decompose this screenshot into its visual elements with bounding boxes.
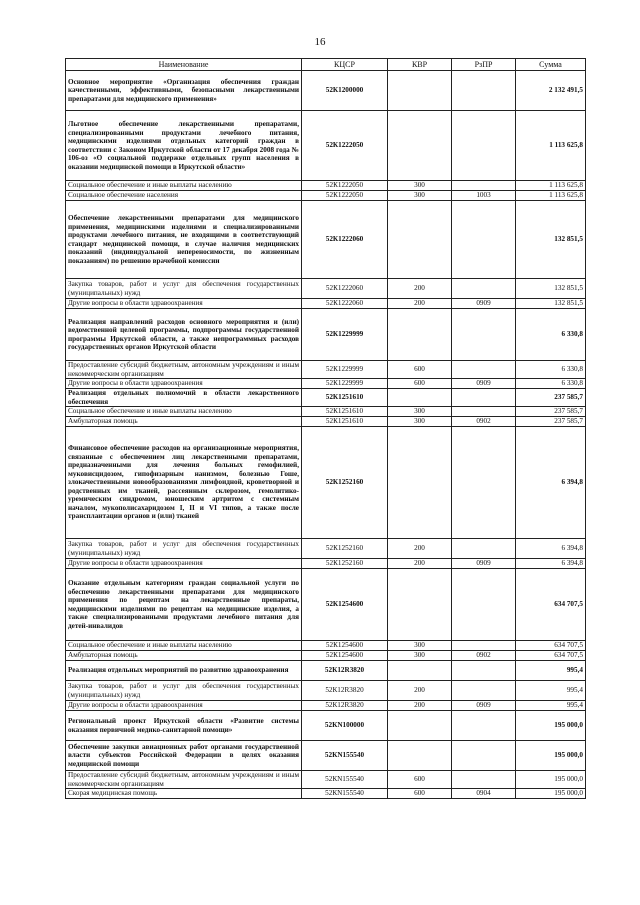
cell-kcsr: 52К1200000 <box>302 71 388 111</box>
cell-rzpr <box>452 279 516 299</box>
table-body <box>66 71 586 799</box>
cell-kvr: 200 <box>388 681 452 701</box>
cell-rzpr <box>452 361 516 379</box>
cell-kcsr: 52К1254600 <box>302 569 388 641</box>
cell-rzpr <box>452 539 516 559</box>
cell-kcsr: 52К1222050 <box>302 111 388 181</box>
cell-rzpr <box>452 681 516 701</box>
table-row <box>66 701 586 711</box>
cell-kvr: 300 <box>388 651 452 661</box>
cell-name: Закупка товаров, работ и услуг для обеспечения государственных (муниципальных) нужд <box>66 279 302 299</box>
cell-kvr <box>388 661 452 681</box>
cell-rzpr <box>452 711 516 741</box>
table-row <box>66 559 586 569</box>
cell-sum: 634 707,5 <box>516 651 586 661</box>
cell-kcsr: 52К1254600 <box>302 651 388 661</box>
cell-sum: 6 394,8 <box>516 539 586 559</box>
cell-sum: 995,4 <box>516 681 586 701</box>
cell-kvr: 300 <box>388 407 452 417</box>
cell-sum: 132 851,5 <box>516 201 586 279</box>
table-row <box>66 191 586 201</box>
cell-kcsr: 52К1251610 <box>302 389 388 407</box>
cell-name: Амбулаторная помощь <box>66 417 302 427</box>
table-header-row <box>66 59 586 71</box>
cell-kcsr: 52К1252160 <box>302 559 388 569</box>
table-row <box>66 771 586 789</box>
cell-kcsr: 52К1222060 <box>302 299 388 309</box>
cell-rzpr <box>452 201 516 279</box>
cell-kvr <box>388 389 452 407</box>
cell-rzpr: 0902 <box>452 651 516 661</box>
cell-sum: 2 132 491,5 <box>516 71 586 111</box>
cell-kvr <box>388 569 452 641</box>
cell-name: Реализация отдельных мероприятий по развитию здравоохранения <box>66 661 302 681</box>
cell-kcsr: 52К12R3820 <box>302 661 388 681</box>
table-row <box>66 361 586 379</box>
table-row <box>66 309 586 361</box>
cell-name: Другие вопросы в области здравоохранения <box>66 701 302 711</box>
cell-name: Региональный проект Иркутской области «Развитие системы оказания первичной медико-санитарной помощи» <box>66 711 302 741</box>
cell-name: Другие вопросы в области здравоохранения <box>66 559 302 569</box>
header-rzpr: РзПР <box>452 59 516 71</box>
cell-kvr: 300 <box>388 181 452 191</box>
cell-name: Льготное обеспечение лекарственными препаратами, специализированными продуктами лечебного питания, медицинскими изделиями отдельных категорий граждан в соответствии с Законом Иркутской области от 17 декабря 2008 года № 106-оз «О социальной поддержке отдельных групп населения в оказании медицинской помощи в Иркутской области» <box>66 111 302 181</box>
cell-kcsr: 52К12R3820 <box>302 681 388 701</box>
cell-kvr <box>388 71 452 111</box>
cell-rzpr: 0909 <box>452 701 516 711</box>
cell-sum: 195 000,0 <box>516 711 586 741</box>
cell-rzpr: 0909 <box>452 379 516 389</box>
cell-rzpr <box>452 111 516 181</box>
cell-name: Амбулаторная помощь <box>66 651 302 661</box>
cell-kcsr: 52К1222050 <box>302 181 388 191</box>
page-number: 16 <box>314 36 326 48</box>
table-row <box>66 651 586 661</box>
table-row <box>66 389 586 407</box>
table-row <box>66 417 586 427</box>
cell-name: Реализация направлений расходов основного мероприятия и (или) ведомственной целевой программы, подпрограммы государственной программы Иркутской области, а также непрограммных расходов государственных органов Иркутской области <box>66 309 302 361</box>
header-name: Наименование <box>66 59 302 71</box>
cell-rzpr <box>452 661 516 681</box>
cell-kcsr: 52К1254600 <box>302 641 388 651</box>
cell-name: Другие вопросы в области здравоохранения <box>66 379 302 389</box>
cell-name: Другие вопросы в области здравоохранения <box>66 299 302 309</box>
cell-kvr <box>388 711 452 741</box>
cell-name: Социальное обеспечение и иные выплаты населению <box>66 181 302 191</box>
cell-rzpr <box>452 181 516 191</box>
table-row <box>66 641 586 651</box>
cell-name: Скорая медицинская помощь <box>66 789 302 799</box>
table-row <box>66 661 586 681</box>
cell-rzpr <box>452 71 516 111</box>
cell-kcsr: 52К1229999 <box>302 361 388 379</box>
cell-sum: 1 113 625,8 <box>516 111 586 181</box>
cell-name: Социальное обеспечение населения <box>66 191 302 201</box>
cell-sum: 237 585,7 <box>516 389 586 407</box>
cell-name: Основное мероприятие «Организация обеспечения граждан качественными, эффективными, безопасными лекарственными препаратами для медицинского применения» <box>66 71 302 111</box>
cell-kvr <box>388 309 452 361</box>
cell-kvr <box>388 427 452 539</box>
cell-kcsr: 52К12R3820 <box>302 701 388 711</box>
table-row <box>66 681 586 701</box>
cell-rzpr: 0904 <box>452 789 516 799</box>
cell-name: Финансовое обеспечение расходов на организационные мероприятия, связанные с обеспечением лиц лекарственными препаратами, предназначенными для лечения больных гемофилией, муковисцидозом, гипофизарным нанизмом, болезнью Гоше, злокачественными новообразованиями лимфоидной, кроветворной и родственных им тканей, рассеянным склерозом, гемолитико-уремическим синдромом, юношеским артритом с системным началом, мукополисахаридозом I, II и VI типов, а также после трансплантации органов и (или) тканей <box>66 427 302 539</box>
table-row <box>66 427 586 539</box>
cell-kcsr: 52КN155540 <box>302 771 388 789</box>
table-row <box>66 407 586 417</box>
cell-sum: 132 851,5 <box>516 279 586 299</box>
cell-rzpr <box>452 427 516 539</box>
cell-sum: 1 113 625,8 <box>516 191 586 201</box>
cell-sum: 132 851,5 <box>516 299 586 309</box>
table-row <box>66 711 586 741</box>
table-row <box>66 201 586 279</box>
cell-kvr: 300 <box>388 641 452 651</box>
cell-kvr <box>388 201 452 279</box>
cell-kvr: 200 <box>388 559 452 569</box>
cell-sum: 6 330,8 <box>516 379 586 389</box>
cell-sum: 195 000,0 <box>516 789 586 799</box>
cell-sum: 634 707,5 <box>516 641 586 651</box>
cell-sum: 995,4 <box>516 661 586 681</box>
table-row <box>66 71 586 111</box>
cell-kcsr: 52К1222060 <box>302 201 388 279</box>
cell-rzpr <box>452 741 516 771</box>
cell-name: Социальное обеспечение и иные выплаты населению <box>66 641 302 651</box>
cell-sum: 6 330,8 <box>516 309 586 361</box>
cell-kcsr: 52К1251610 <box>302 407 388 417</box>
header-kcsr: КЦСР <box>302 59 388 71</box>
cell-sum: 1 113 625,8 <box>516 181 586 191</box>
cell-rzpr <box>452 309 516 361</box>
table-row <box>66 539 586 559</box>
cell-kcsr: 52К1229999 <box>302 379 388 389</box>
cell-rzpr <box>452 771 516 789</box>
header-sum: Сумма <box>516 59 586 71</box>
cell-rzpr <box>452 569 516 641</box>
table-row <box>66 379 586 389</box>
cell-name: Закупка товаров, работ и услуг для обеспечения государственных (муниципальных) нужд <box>66 539 302 559</box>
cell-sum: 6 330,8 <box>516 361 586 379</box>
table-row <box>66 741 586 771</box>
cell-sum: 995,4 <box>516 701 586 711</box>
header-kvr: КВР <box>388 59 452 71</box>
cell-kvr: 200 <box>388 701 452 711</box>
cell-sum: 6 394,8 <box>516 559 586 569</box>
cell-rzpr: 0909 <box>452 559 516 569</box>
cell-kvr <box>388 111 452 181</box>
cell-kcsr: 52К1222060 <box>302 279 388 299</box>
cell-kcsr: 52К1252160 <box>302 427 388 539</box>
table-row <box>66 789 586 799</box>
cell-kvr: 300 <box>388 191 452 201</box>
cell-sum: 237 585,7 <box>516 417 586 427</box>
table-row <box>66 299 586 309</box>
cell-kvr: 600 <box>388 379 452 389</box>
budget-table <box>65 58 586 799</box>
cell-name: Социальное обеспечение и иные выплаты населению <box>66 407 302 417</box>
cell-rzpr <box>452 389 516 407</box>
cell-rzpr: 0902 <box>452 417 516 427</box>
cell-sum: 634 707,5 <box>516 569 586 641</box>
cell-name: Оказание отдельным категориям граждан социальной услуги по обеспечению лекарственными препаратами для медицинского применения по рецептам на лекарственные препараты, медицинскими изделиями по рецептам на медицинские изделия, а также специализированными продуктами лечебного питания для детей-инвалидов <box>66 569 302 641</box>
cell-kvr: 200 <box>388 279 452 299</box>
cell-rzpr: 1003 <box>452 191 516 201</box>
cell-kvr: 200 <box>388 299 452 309</box>
cell-kvr: 600 <box>388 789 452 799</box>
cell-name: Обеспечение закупки авиационных работ органами государственной власти субъектов Российской Федерации в целях оказания медицинской помощи <box>66 741 302 771</box>
cell-kcsr: 52КN155540 <box>302 789 388 799</box>
cell-kcsr: 52КN155540 <box>302 741 388 771</box>
table-row <box>66 279 586 299</box>
table-row <box>66 111 586 181</box>
table-row <box>66 181 586 191</box>
cell-kcsr: 52К1222050 <box>302 191 388 201</box>
cell-kcsr: 52К1229999 <box>302 309 388 361</box>
cell-name: Обеспечение лекарственными препаратами для медицинского применения, медицинскими изделиями и специализированными продуктами лечебного питания, не входящими в соответствующий стандарт медицинской помощи, в случае наличия медицинских показаний (индивидуальной непереносимости, по жизненным показаниям) по решению врачебной комиссии <box>66 201 302 279</box>
cell-name: Реализация отдельных полномочий в области лекарственного обеспечения <box>66 389 302 407</box>
cell-sum: 237 585,7 <box>516 407 586 417</box>
cell-kvr: 300 <box>388 417 452 427</box>
cell-name: Предоставление субсидий бюджетным, автономным учреждениям и иным некоммерческим организациям <box>66 361 302 379</box>
cell-kvr: 200 <box>388 539 452 559</box>
cell-kvr: 600 <box>388 361 452 379</box>
cell-sum: 195 000,0 <box>516 741 586 771</box>
cell-name: Предоставление субсидий бюджетным, автономным учреждениям и иным некоммерческим организациям <box>66 771 302 789</box>
cell-rzpr <box>452 407 516 417</box>
table-row <box>66 569 586 641</box>
cell-rzpr: 0909 <box>452 299 516 309</box>
cell-kvr <box>388 741 452 771</box>
cell-kcsr: 52К1252160 <box>302 539 388 559</box>
cell-kcsr: 52К1251610 <box>302 417 388 427</box>
cell-rzpr <box>452 641 516 651</box>
cell-sum: 195 000,0 <box>516 771 586 789</box>
cell-sum: 6 394,8 <box>516 427 586 539</box>
cell-kcsr: 52КN100000 <box>302 711 388 741</box>
cell-name: Закупка товаров, работ и услуг для обеспечения государственных (муниципальных) нужд <box>66 681 302 701</box>
cell-kvr: 600 <box>388 771 452 789</box>
